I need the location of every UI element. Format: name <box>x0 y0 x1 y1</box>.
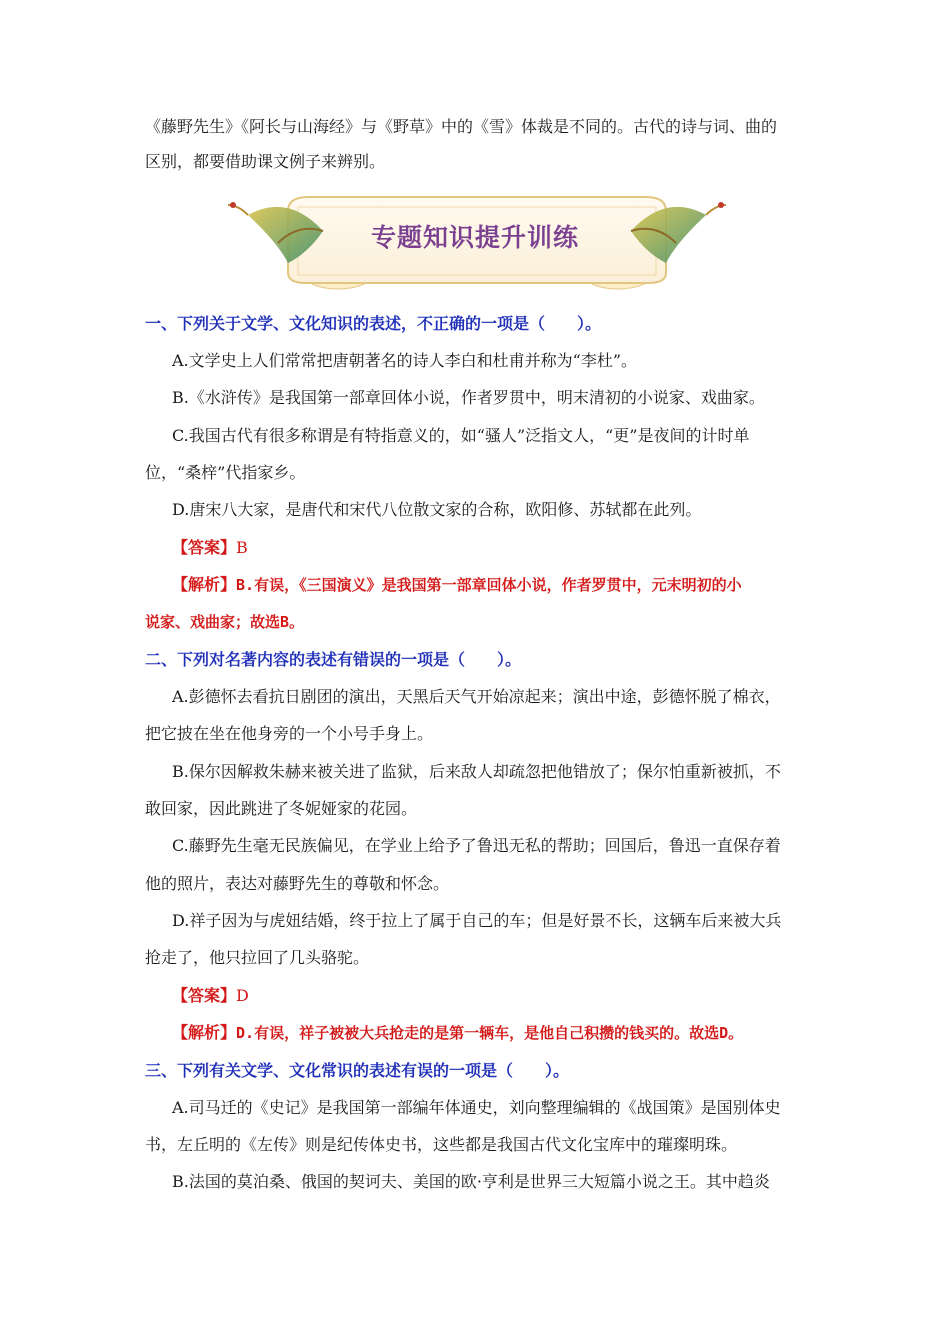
q1-option-c-cont: 位，“桑梓”代指家乡。 <box>145 463 306 482</box>
q1-option-a: A.文学史上人们常常把唐朝著名的诗人李白和杜甫并称为“李杜”。 <box>172 351 638 370</box>
intro-line-1: 《藤野先生》《阿长与山海经》与《野草》中的《雪》体裁是不同的。古代的诗与词、曲的 <box>145 117 778 136</box>
q2-option-a: A.彭德怀去看抗日剧团的演出，天黑后天气开始凉起来；演出中途，彭德怀脱了棉衣， <box>172 687 781 706</box>
q3-option-a: A.司马迁的《史记》是我国第一部编年体通史，刘向整理编辑的《战国策》是国别体史 <box>172 1098 781 1117</box>
explain-text: D.有误，祥子被被大兵抢走的是第一辆车，是他自己积攒的钱买的。故选D。 <box>236 1024 744 1042</box>
q1-answer <box>172 538 248 558</box>
explain-label: 【解析】 <box>172 575 237 594</box>
q2-option-b-cont: 敢回家，因此跳进了冬妮娅家的花园。 <box>145 799 418 818</box>
q1-option-b: B.《水浒传》是我国第一部章回体小说，作者罗贯中，明末清初的小说家、戏曲家。 <box>172 388 765 407</box>
question-3-stem: 三、下列有关文学、文化常识的表述有误的一项是（ ）。 <box>145 1061 570 1080</box>
q1-option-c: C.我国古代有很多称谓是有特指意义的，如“骚人”泛指文人，“更”是夜间的计时单 <box>172 426 750 445</box>
answer-value: D <box>236 986 249 1005</box>
answer-label: 【答案】 <box>172 538 237 557</box>
question-2-stem: 二、下列对名著内容的表述有错误的一项是（ ）。 <box>145 650 522 669</box>
explain-text: B.有误，《三国演义》是我国第一部章回体小说，作者罗贯中，元末明初的小 <box>236 576 742 594</box>
intro-line-2: 区别，都要借助课文例子来辨别。 <box>145 152 386 171</box>
q2-option-c-cont: 他的照片，表达对藤野先生的尊敬和怀念。 <box>145 874 450 893</box>
question-1-stem: 一、下列关于文学、文化知识的表述，不正确的一项是（ ）。 <box>145 314 602 333</box>
banner-title: 专题知识提升训练 <box>370 223 579 252</box>
q2-option-d-cont: 抢走了，他只拉回了几头骆驼。 <box>145 948 370 967</box>
q2-option-b: B.保尔因解救朱赫来被关进了监狱，后来敌人却疏忽把他错放了；保尔怕重新被抓，不 <box>172 762 781 781</box>
q2-option-d: D.祥子因为与虎妞结婚，终于拉上了属于自己的车；但是好景不长，这辆车后来被大兵 <box>172 911 782 930</box>
q1-explanation-cont: 说家、戏曲家；故选B。 <box>145 613 305 631</box>
q3-option-b: B.法国的莫泊桑、俄国的契诃夫、美国的欧·亨利是世界三大短篇小说之王。其中趋炎 <box>172 1172 770 1191</box>
q2-explanation <box>172 1023 743 1043</box>
q2-option-c: C.藤野先生毫无民族偏见，在学业上给予了鲁迅无私的帮助；回国后，鲁迅一直保存着 <box>172 836 781 855</box>
q1-option-d: D.唐宋八大家，是唐代和宋代八位散文家的合称，欧阳修、苏轼都在此列。 <box>172 500 702 519</box>
explain-label: 【解析】 <box>172 1023 237 1042</box>
q2-answer <box>172 986 249 1006</box>
q1-explanation <box>172 575 742 595</box>
answer-value: B <box>236 538 248 557</box>
q2-option-a-cont: 把它披在坐在他身旁的一个小号手身上。 <box>145 724 434 743</box>
answer-label: 【答案】 <box>172 986 237 1005</box>
q3-option-a-cont: 书，左丘明的《左传》则是纪传体史书，这些都是我国古代文化宝库中的璀璨明珠。 <box>145 1135 738 1154</box>
